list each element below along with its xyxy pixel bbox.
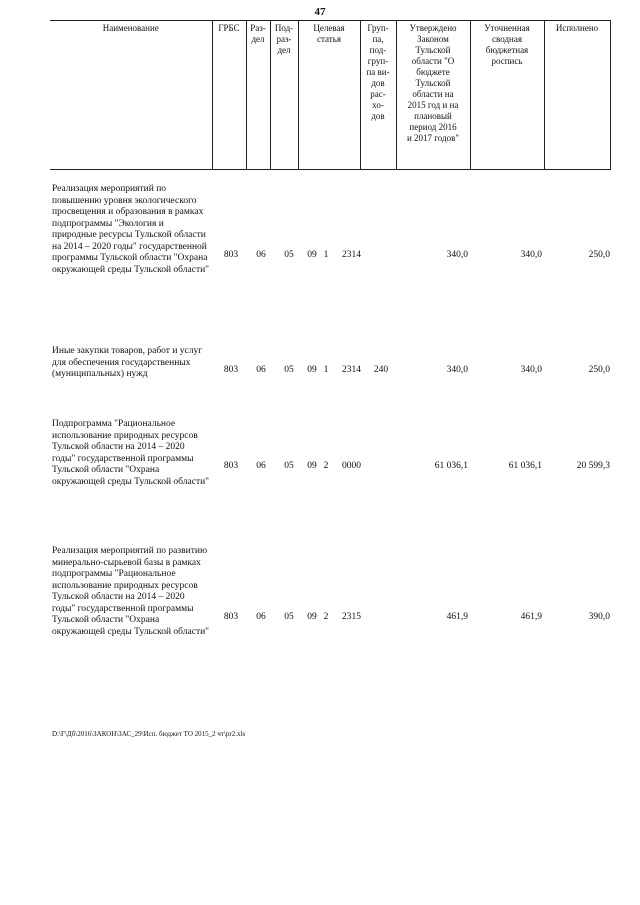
row-target-subprogram: 2 [323, 461, 329, 471]
header-refined: Уточненная сводная бюджетная роспись [470, 21, 544, 170]
row-target-program: 09 [307, 612, 317, 622]
row-razdel: 06 [256, 250, 266, 260]
row-podrazdel: 05 [284, 461, 294, 471]
row-grbs: 803 [223, 461, 239, 471]
row-podrazdel: 05 [284, 365, 294, 375]
row-podrazdel: 05 [284, 612, 294, 622]
row-grbs: 803 [223, 365, 239, 375]
table-row [0, 419, 640, 529]
row-target-code: 2314 [342, 250, 361, 260]
row-podrazdel: 05 [284, 250, 294, 260]
row-target-code: 2315 [342, 612, 361, 622]
row-target-subprogram: 1 [323, 250, 329, 260]
header-approved: Утверждено Законом Тульской области "О бюджете Тульской области на 2015 год и на плановый период 2016 и 2017 годов" [396, 21, 470, 170]
row-grbs: 803 [223, 250, 239, 260]
row-target-subprogram: 2 [323, 612, 329, 622]
row-executed: 250,0 [588, 250, 610, 260]
table-row [0, 546, 640, 691]
page-number: 47 [314, 6, 326, 18]
header-razdel: Раз- дел [246, 21, 270, 170]
row-approved: 61 036,1 [434, 461, 468, 471]
header-podrazdel: Под- раз- дел [270, 21, 298, 170]
row-razdel: 06 [256, 365, 266, 375]
header-target-article: Целевая статья [298, 21, 360, 170]
table-row [0, 184, 640, 324]
row-executed: 390,0 [588, 612, 610, 622]
row-target-program: 09 [307, 365, 317, 375]
row-approved: 340,0 [446, 365, 468, 375]
row-refined: 61 036,1 [508, 461, 542, 471]
row-name: Подпрограмма "Рациональное использование природных ресурсов Тульской области на 2014 – 2020 годы" государственной программы Тульской области "Охрана окружающей среды Тульской области" [52, 419, 210, 487]
row-name: Иные закупки товаров, работ и услуг для обеспечения государственных (муниципальных) нужд [52, 346, 203, 379]
row-name: Реализация мероприятий по развитию минерально-сырьевой базы в рамках подпрограммы "Рациональное использование природных ресурсов Тульской области на 2014 – 2020 годы" государственной программы Тульской области "Охрана окружающей среды Тульской области" [52, 546, 210, 637]
row-name: Реализация мероприятий по повышению уровня экологического просвещения и образования в рамках подпрограммы "Экология и природные ресурсы Тульской области на 2014 – 2020 годы" государственной программы Тульской области "Охрана окружающей среды Тульской области" [52, 184, 210, 275]
row-grbs: 803 [223, 612, 239, 622]
header-expense-group: Груп- па, под- груп- па ви- дов рас- хо- дов [360, 21, 396, 170]
row-refined: 340,0 [520, 250, 542, 260]
row-approved: 340,0 [446, 250, 468, 260]
row-executed: 250,0 [588, 365, 610, 375]
row-target-code: 2314 [342, 365, 361, 375]
row-target-program: 09 [307, 461, 317, 471]
budget-table-header [50, 20, 611, 170]
file-path-footer: D:\Г\Дб\2016\ЗАКОН\ЗАС_29\Исп. бюджет ТО 2015_2 чт\pr2.xls [52, 730, 246, 738]
header-name: Наименование [50, 21, 212, 170]
header-executed: Исполнено [544, 21, 610, 170]
row-target-code: 0000 [342, 461, 361, 471]
row-executed: 20 599,3 [576, 461, 610, 471]
row-approved: 461,9 [446, 612, 468, 622]
row-razdel: 06 [256, 461, 266, 471]
row-expense-group: 240 [373, 365, 389, 375]
row-razdel: 06 [256, 612, 266, 622]
table-row [0, 346, 640, 396]
row-target-subprogram: 1 [323, 365, 329, 375]
row-refined: 340,0 [520, 365, 542, 375]
header-grbs: ГРБС [212, 21, 246, 170]
row-refined: 461,9 [520, 612, 542, 622]
row-target-program: 09 [307, 250, 317, 260]
